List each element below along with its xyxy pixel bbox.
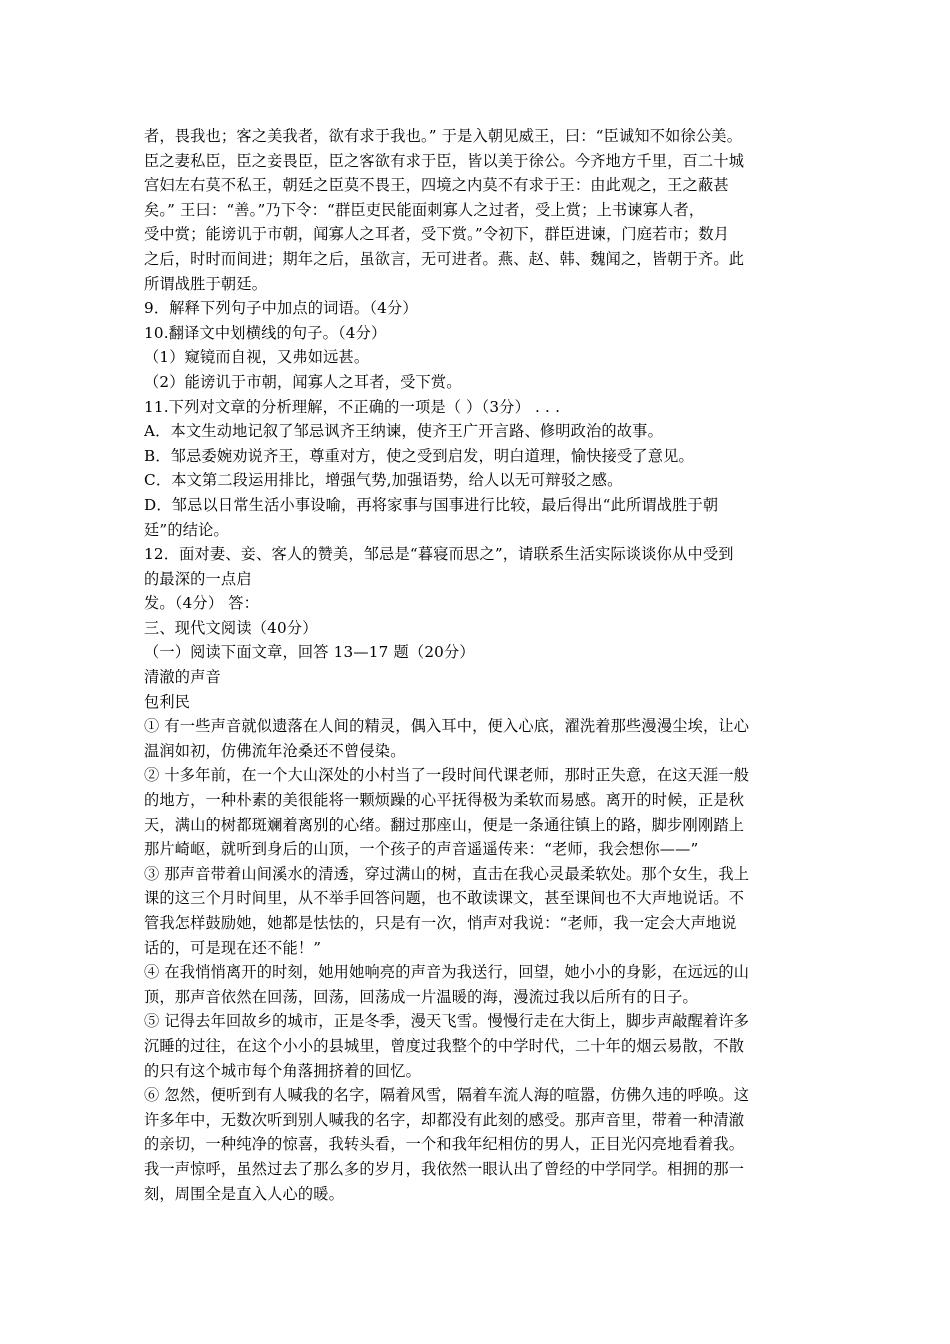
text-line: 沉睡的过往，在这个小小的县城里，曾度过我整个的中学时代，二十年的烟云易散，不散 [144, 1036, 745, 1055]
text-line: C．本文第二段运用排比，增强气势,加强语势，给人以无可辩驳之感。 [144, 471, 623, 490]
text-line: 11.下列对文章的分析理解，不正确的一项是（ ）（3分） . . . [144, 397, 561, 416]
text-line: 臣之妻私臣，臣之妾畏臣，臣之客欲有求于臣，皆以美于徐公。今齐地方千里，百二十城 [144, 151, 745, 170]
text-line: 话的，可是现在还不能！” [144, 938, 322, 957]
text-line: 许多年中，无数次听到别人喊我的名字，却都没有此刻的感受。那声音里，带着一种清澈 [144, 1110, 745, 1129]
text-line: 刻，周围全是直入人心的暖。 [144, 1184, 345, 1203]
text-line: ⑤ 记得去年回故乡的城市，正是冬季，漫天飞雪。慢慢行走在大街上，脚步声敲醒着许多 [144, 1012, 750, 1031]
text-line: 管我怎样鼓励她，她都是怯怯的，只是有一次，悄声对我说：“老师，我一定会大声地说 [144, 914, 737, 932]
text-line: 受中赏；能谤讥于市朝，闻寡人之耳者，受下赏。”令初下，群臣进谏，门庭若市；数月 [144, 225, 730, 244]
text-line: ③ 那声音带着山间溪水的清透，穿过满山的树，直击在我心灵最柔软处。那个女生，我上 [144, 864, 750, 883]
text-line: 12．面对妻、妾、客人的赞美，邹忌是“暮寝而思之”，请联系生活实际谈谈你从中受到 [144, 545, 734, 564]
text-line: 我一声惊呼，虽然过去了那么多的岁月，我依然一眼认出了曾经的中学同学。相拥的那一 [144, 1159, 745, 1178]
text-line: （2）能谤讥于市朝，闻寡人之耳者，受下赏。 [144, 372, 462, 391]
text-line: 的地方，一种朴素的美很能将一颗烦躁的心平抚得极为柔软而易感。离开的时候，正是秋 [144, 791, 745, 810]
document-page [144, 124, 814, 1206]
text-line: ② 十多年前，在一个大山深处的小村当了一段时间代课老师，那时正失意，在这天涯一般 [144, 766, 750, 785]
text-line: A．本文生动地记叙了邹忌讽齐王纳谏，使齐王广开言路、修明政治的故事。 [144, 422, 663, 441]
text-line: 廷”的结论。 [144, 520, 229, 539]
text-line: 包利民 [144, 692, 191, 711]
text-line: ① 有一些声音就似遗落在人间的精灵，偶入耳中，便入心底，濯洗着那些漫漫尘埃，让心 [144, 717, 750, 736]
text-line: ⑥ 忽然，便听到有人喊我的名字，隔着风雪，隔着车流人海的喧嚣，仿佛久违的呼唤。这 [144, 1086, 750, 1105]
text-line: 矣。” 王曰：“善。”乃下令：“群臣吏民能面刺寡人之过者，受上赏；上书谏寡人者， [144, 200, 705, 219]
text-line: 清澈的声音 [144, 668, 221, 687]
text-line: （1）窥镜而自视，又弗如远甚。 [144, 348, 370, 367]
text-line: 的亲切，一种纯净的惊喜，我转头看，一个和我年纪相仿的男人，正目光闪亮地看着我。 [144, 1135, 745, 1154]
text-line: 温润如初，仿佛流年沧桑还不曾侵染。 [144, 741, 406, 760]
text-line: D．邹忌以日常生活小事设喻，再将家事与国事进行比较，最后得出“此所谓战胜于朝 [144, 495, 719, 514]
text-line: 10.翻译文中划横线的句子。（4分） [144, 323, 387, 342]
text-line: 那片崎岖，就听到身后的山顶，一个孩子的声音遥遥传来：“老师，我会想你——” [144, 840, 699, 859]
text-line: 之后，时时而间进；期年之后，虽欲言，无可进者。燕、赵、韩、魏闻之，皆朝于齐。此 [144, 249, 745, 268]
text-line: 顶，那声音依然在回荡，回荡，回荡成一片温暖的海，漫流过我以后所有的日子。 [144, 987, 698, 1006]
text-line: 课的这三个月时间里，从不举手回答问题，也不敢读课文，甚至课间也不大声地说话。不 [144, 889, 745, 908]
text-line: 三、现代文阅读（40分） [144, 618, 318, 637]
text-line: （一）阅读下面文章，回答 13—17 题（20分） [144, 643, 475, 662]
text-line: 9．解释下列句子中加点的词语。（4分） [144, 299, 418, 318]
text-line: 宫妇左右莫不私王，朝廷之臣莫不畏王，四境之内莫不有求于王：由此观之，王之蔽甚 [144, 176, 729, 195]
text-line: 天，满山的树都斑斓着离别的心绪。翻过那座山，便是一条通往镇上的路，脚步刚刚踏上 [144, 815, 745, 834]
text-line: 的只有这个城市每个角落拥挤着的回忆。 [144, 1061, 421, 1080]
text-line: 所谓战胜于朝廷。 [144, 274, 268, 293]
text-line: B．邹忌委婉劝说齐王，尊重对方，使之受到启发，明白道理，愉快接受了意见。 [144, 446, 694, 465]
text-line: 的最深的一点启 [144, 569, 252, 588]
text-line: 者，畏我也；客之美我者，欲有求于我也。” 于是入朝见威王，曰：“臣诚知不如徐公美。 [144, 127, 743, 145]
text-line: ④ 在我悄悄离开的时刻，她用她响亮的声音为我送行，回望，她小小的身影，在远远的山 [144, 963, 750, 982]
text-line: 发。（4分） 答： [144, 594, 260, 613]
